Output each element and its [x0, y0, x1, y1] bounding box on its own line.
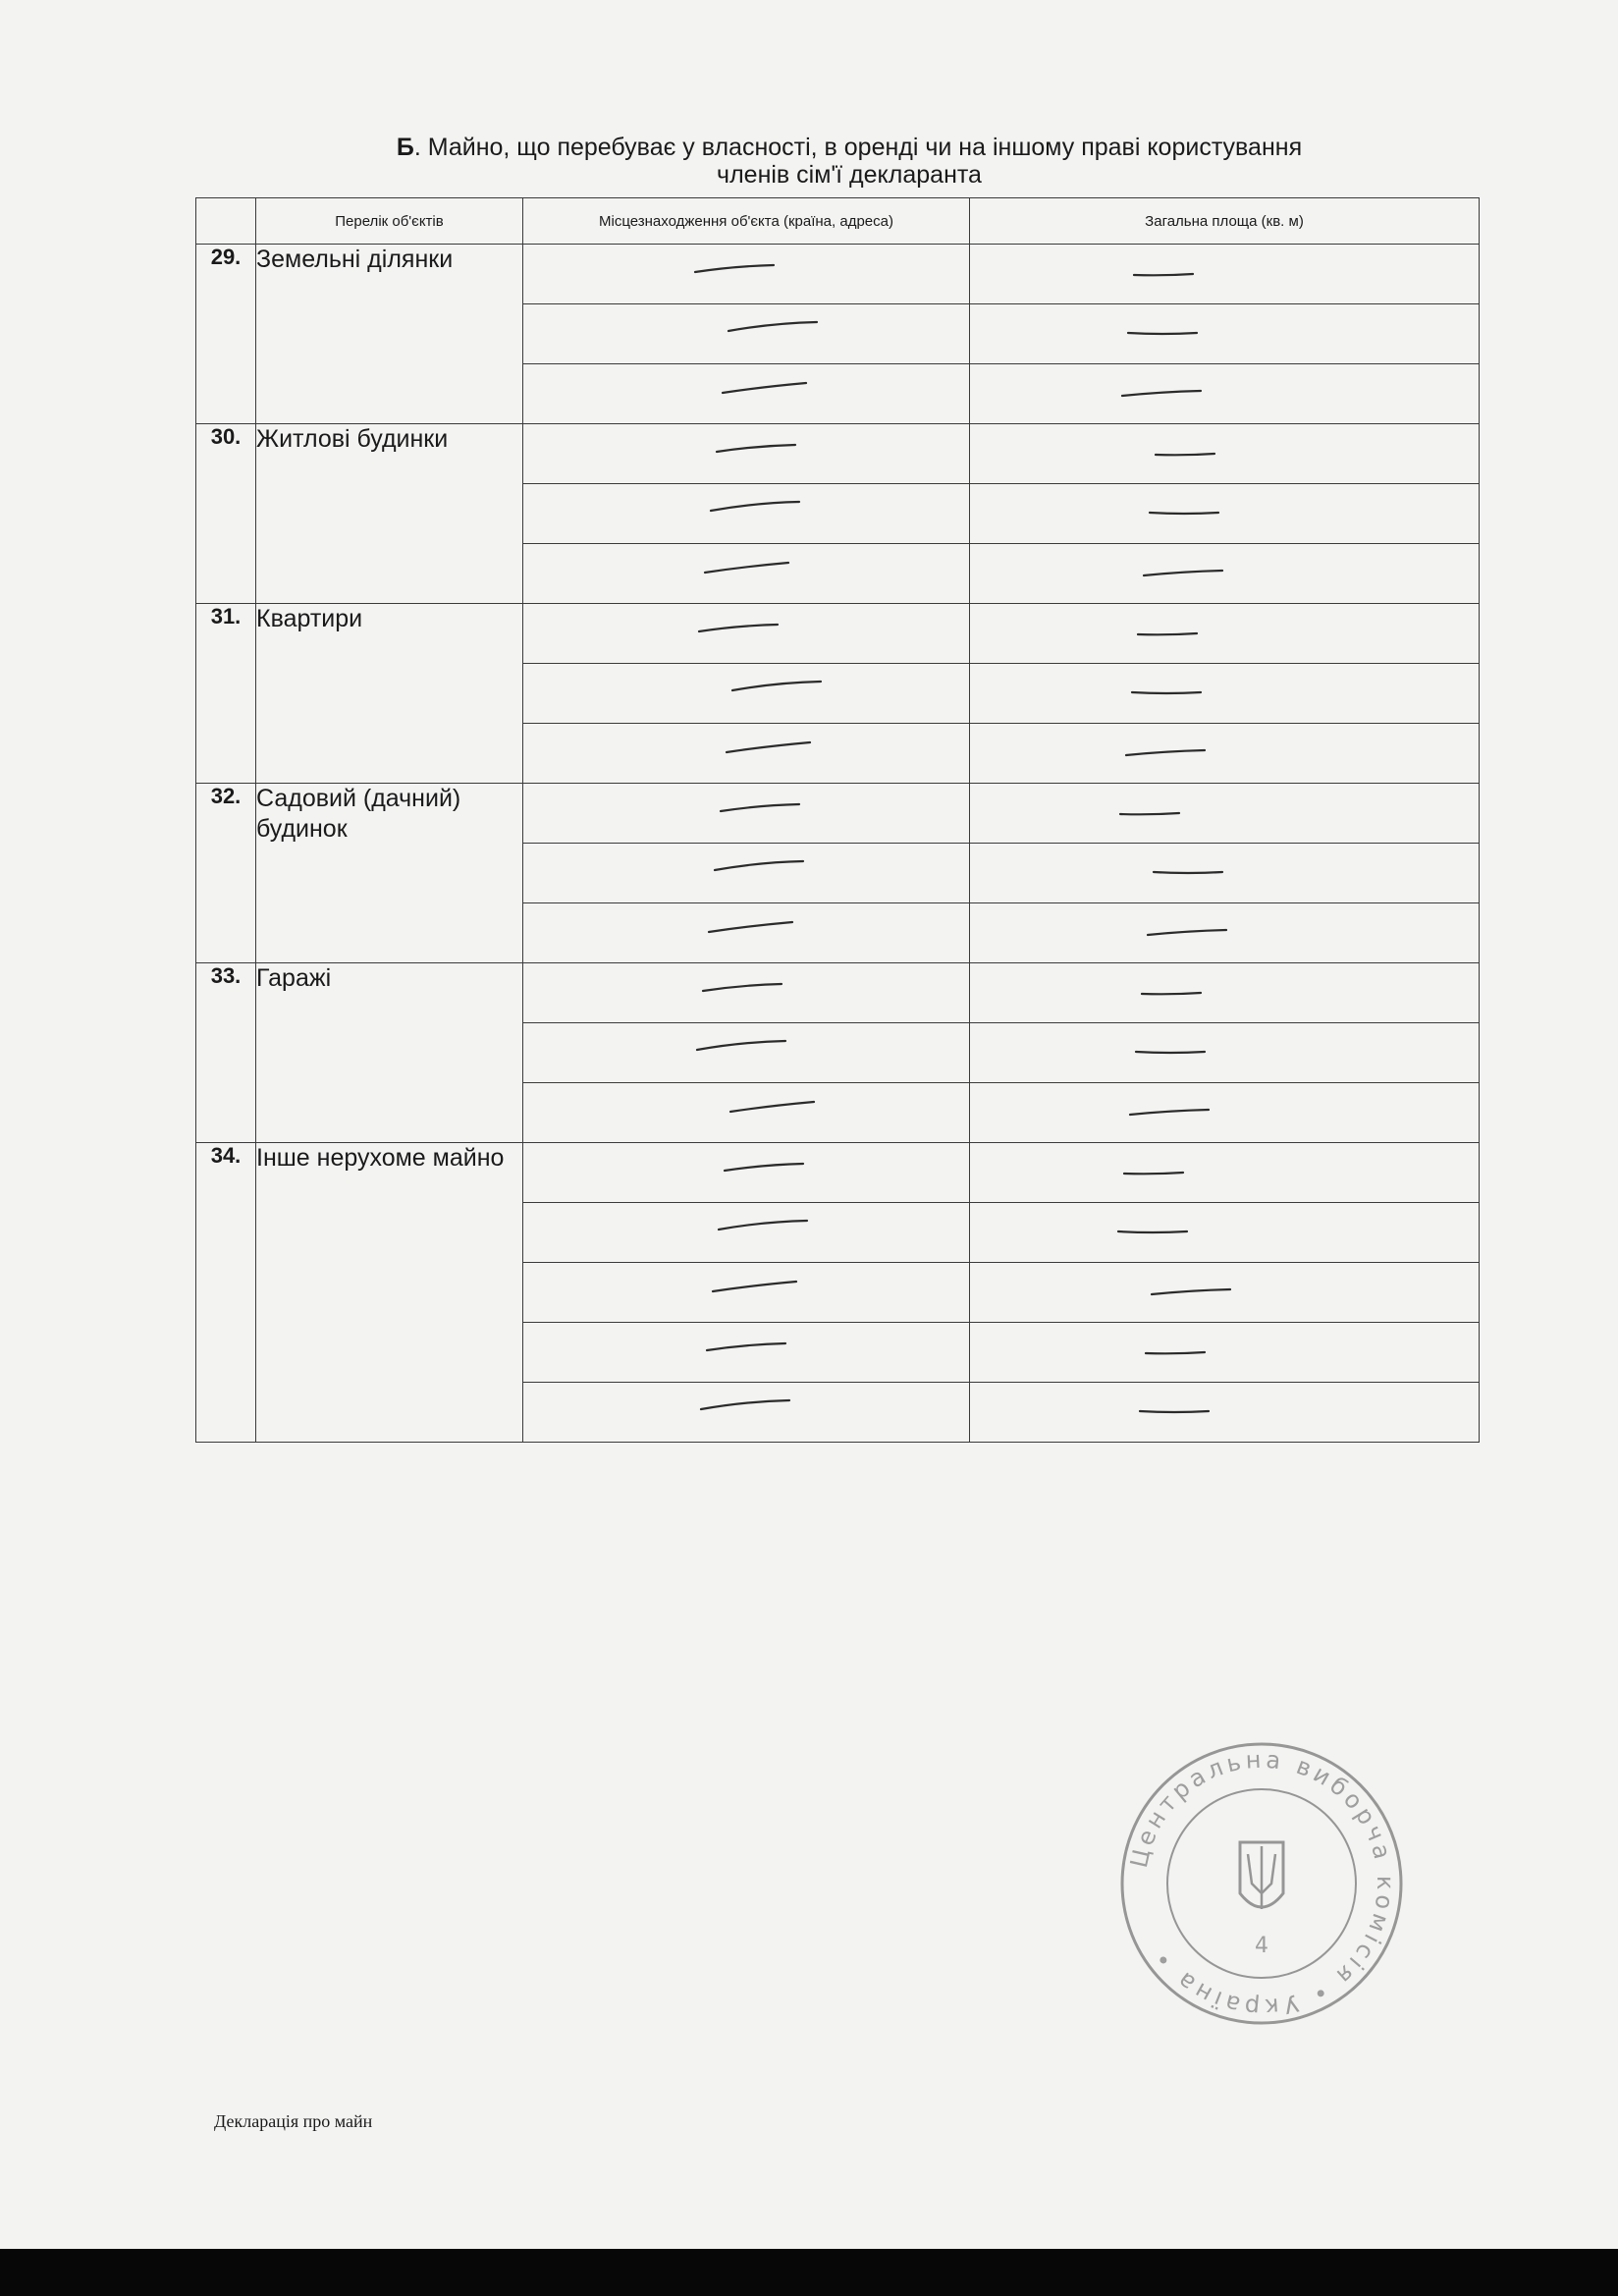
handwritten-dash [970, 424, 1479, 483]
section-title-line-2: членів сім'ї декларанта [717, 161, 982, 189]
row-number: 32. [196, 784, 256, 963]
area-cell [970, 424, 1480, 484]
handwritten-dash [970, 544, 1479, 603]
handwritten-dash [970, 844, 1479, 902]
location-cell [523, 484, 970, 544]
handwritten-dash [970, 304, 1479, 363]
handwritten-dash [970, 903, 1479, 962]
object-type-label: Квартири [256, 604, 523, 784]
object-type-label: Інше нерухоме майно [256, 1143, 523, 1443]
area-cell [970, 484, 1480, 544]
handwritten-dash [970, 604, 1479, 663]
table-row [196, 963, 1480, 1023]
handwritten-dash [970, 1023, 1479, 1082]
section-title [196, 134, 1502, 189]
location-cell [523, 844, 970, 903]
area-cell [970, 1323, 1480, 1383]
handwritten-dash [523, 664, 969, 723]
area-cell [970, 1263, 1480, 1323]
area-cell [970, 1023, 1480, 1083]
area-cell [970, 544, 1480, 604]
handwritten-dash [523, 1203, 969, 1262]
handwritten-dash [970, 724, 1479, 783]
handwritten-dash [523, 1323, 969, 1382]
handwritten-dash [523, 484, 969, 543]
row-number: 29. [196, 245, 256, 424]
table-body [196, 245, 1480, 1443]
stamp-text: Центральна виборча комісія • Україна • [1124, 1745, 1400, 2022]
handwritten-dash [970, 245, 1479, 303]
handwritten-dash [970, 484, 1479, 543]
table-row [196, 1143, 1480, 1203]
object-type-label: Гаражі [256, 963, 523, 1143]
handwritten-dash [970, 1083, 1479, 1142]
scan-border [0, 2249, 1618, 2296]
handwritten-dash [523, 304, 969, 363]
area-cell [970, 364, 1480, 424]
location-cell [523, 724, 970, 784]
handwritten-dash [523, 1083, 969, 1142]
row-number: 33. [196, 963, 256, 1143]
row-number: 31. [196, 604, 256, 784]
location-cell [523, 245, 970, 304]
stamp-number: 4 [1255, 1934, 1268, 1958]
location-cell [523, 1023, 970, 1083]
handwritten-dash [970, 1323, 1479, 1382]
area-cell [970, 1083, 1480, 1143]
handwritten-dash [970, 664, 1479, 723]
handwritten-dash [523, 544, 969, 603]
location-cell [523, 424, 970, 484]
location-cell [523, 1383, 970, 1443]
handwritten-dash [523, 364, 969, 423]
handwritten-dash [970, 1263, 1479, 1322]
handwritten-dash [523, 1263, 969, 1322]
table-row [196, 245, 1480, 304]
location-cell [523, 304, 970, 364]
location-cell [523, 903, 970, 963]
area-cell [970, 844, 1480, 903]
area-cell [970, 304, 1480, 364]
row-number: 34. [196, 1143, 256, 1443]
handwritten-dash [523, 963, 969, 1022]
area-cell [970, 1383, 1480, 1443]
location-cell [523, 1263, 970, 1323]
area-cell [970, 903, 1480, 963]
row-number: 30. [196, 424, 256, 604]
header-location: Місцезнаходження об'єкта (країна, адреса) [523, 198, 970, 245]
location-cell [523, 1323, 970, 1383]
area-cell [970, 604, 1480, 664]
area-cell [970, 664, 1480, 724]
location-cell [523, 1143, 970, 1203]
handwritten-dash [523, 245, 969, 303]
handwritten-dash [523, 424, 969, 483]
object-type-label: Садовий (дачний) будинок [256, 784, 523, 963]
table-header-row [196, 198, 1480, 245]
section-title-line-1: . Майно, що перебуває у власності, в оренді чи на іншому праві користування [413, 134, 1303, 161]
area-cell [970, 1143, 1480, 1203]
handwritten-dash [970, 1203, 1479, 1262]
handwritten-dash [523, 1143, 969, 1202]
commission-stamp [1114, 1736, 1409, 2031]
header-area: Загальна площа (кв. м) [970, 198, 1480, 245]
property-table [195, 197, 1480, 1443]
header-number-col [196, 198, 256, 245]
area-cell [970, 724, 1480, 784]
object-type-label: Земельні ділянки [256, 245, 523, 424]
object-type-label: Житлові будинки [256, 424, 523, 604]
location-cell [523, 963, 970, 1023]
handwritten-dash [970, 364, 1479, 423]
handwritten-dash [523, 844, 969, 902]
location-cell [523, 604, 970, 664]
handwritten-dash [523, 903, 969, 962]
section-letter: Б [396, 134, 414, 161]
handwritten-dash [970, 1383, 1479, 1442]
header-objects: Перелік об'єктів [256, 198, 523, 245]
location-cell [523, 364, 970, 424]
location-cell [523, 784, 970, 844]
table-row [196, 424, 1480, 484]
location-cell [523, 1083, 970, 1143]
handwritten-dash [970, 1143, 1479, 1202]
location-cell [523, 664, 970, 724]
page-footer: Декларація про майн [214, 2111, 373, 2131]
area-cell [970, 784, 1480, 844]
location-cell [523, 1203, 970, 1263]
handwritten-dash [970, 784, 1479, 843]
handwritten-dash [523, 724, 969, 783]
table-row [196, 784, 1480, 844]
area-cell [970, 245, 1480, 304]
handwritten-dash [523, 604, 969, 663]
handwritten-dash [523, 784, 969, 843]
handwritten-dash [970, 963, 1479, 1022]
handwritten-dash [523, 1383, 969, 1442]
area-cell [970, 1203, 1480, 1263]
location-cell [523, 544, 970, 604]
area-cell [970, 963, 1480, 1023]
table-row [196, 604, 1480, 664]
handwritten-dash [523, 1023, 969, 1082]
